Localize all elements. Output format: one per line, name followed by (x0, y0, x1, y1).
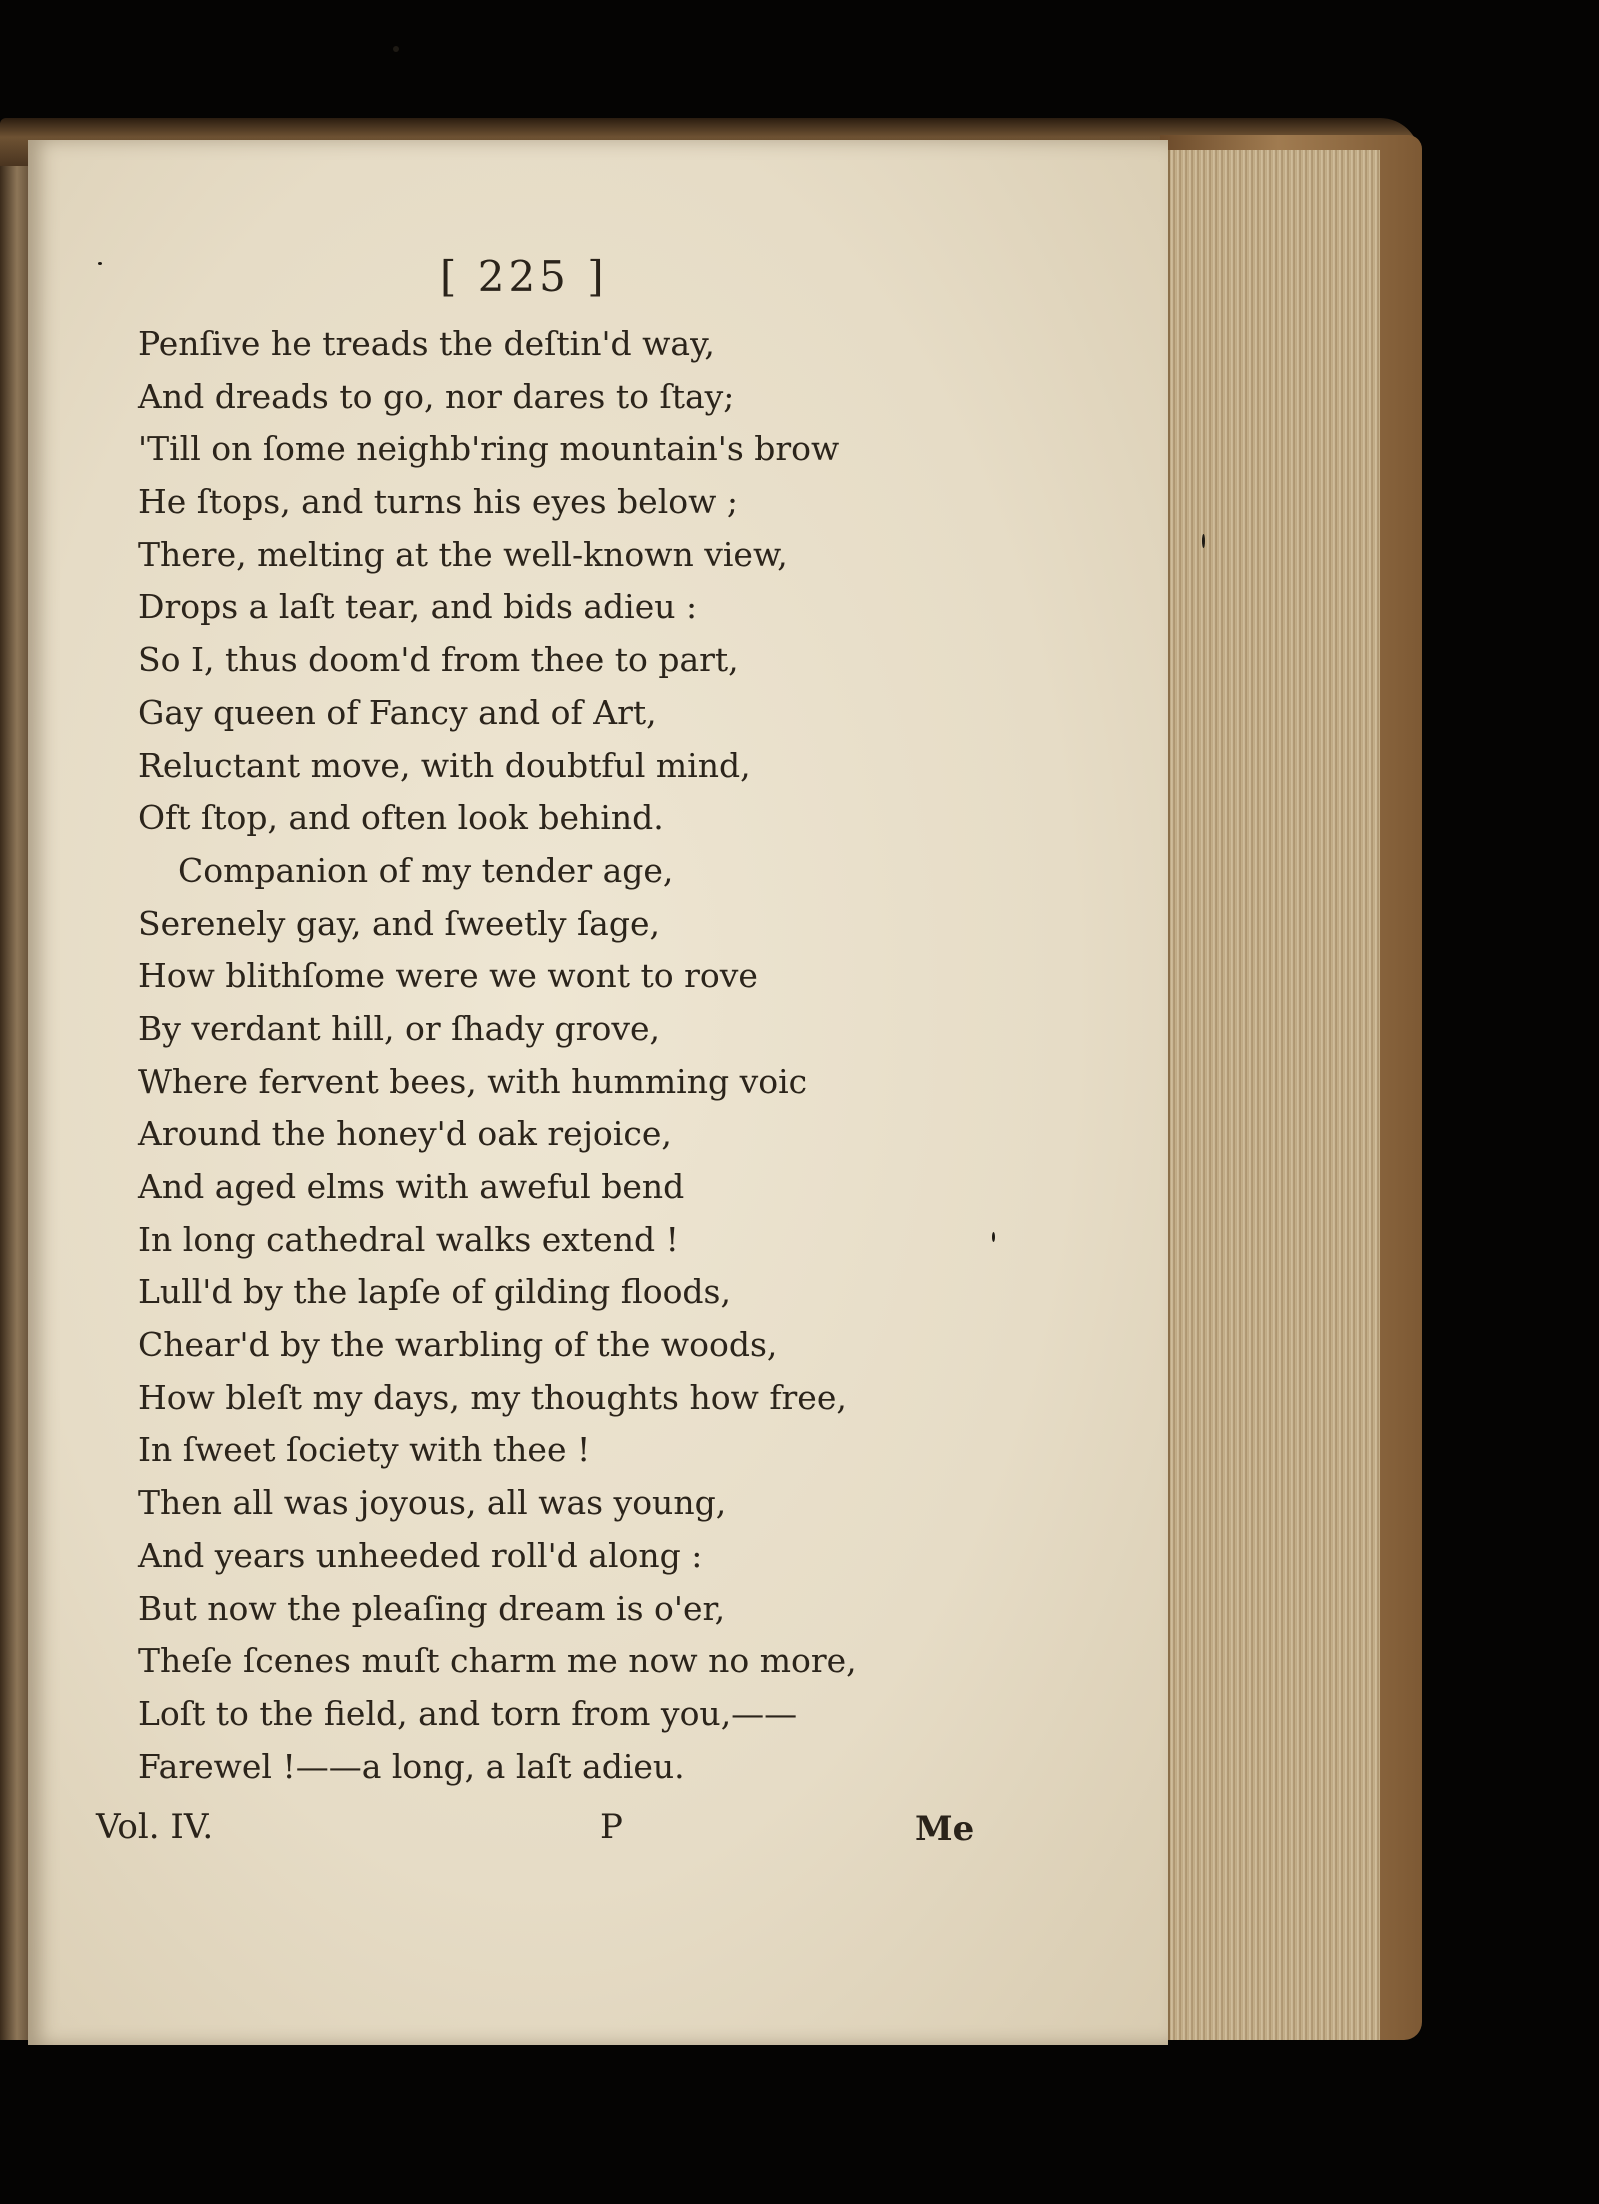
poem-line: How bleſt my days, my thoughts how free, (138, 1377, 847, 1417)
paper-speck (393, 46, 399, 52)
poem-line: And dreads to go, nor dares to ſtay; (138, 376, 735, 416)
poem-line: Gay queen of Fancy and of Art, (138, 692, 657, 732)
poem-line: Serenely gay, and ſweetly ſage, (138, 903, 660, 943)
paper-speck (98, 262, 102, 265)
poem-line: 'Till on ſome neighb'ring mountain's brow (138, 429, 840, 469)
poem-line: Lull'd by the lapſe of gilding floods, (138, 1272, 731, 1312)
paper-speck (992, 1232, 995, 1242)
poem-line: He ſtops, and turns his eyes below ; (138, 482, 738, 522)
page-number: [ 225 ] (440, 252, 608, 301)
poem-line: Oft ſtop, and often look behind. (138, 798, 664, 838)
poem-line: Around the honey'd oak rejoice, (138, 1114, 672, 1154)
page-fore-edge (1168, 150, 1380, 2040)
poem-line: By verdant hill, or ſhady grove, (138, 1008, 660, 1048)
poem-line: And aged elms with aweful bend (138, 1167, 685, 1206)
poem-line: And years unheeded roll'd along : (138, 1535, 703, 1575)
poem-line: There, melting at the well-known view, (138, 534, 788, 574)
poem-line: Chear'd by the warbling of the woods, (138, 1325, 778, 1365)
poem-line: Drops a laſt tear, and bids adieu : (138, 587, 698, 627)
poem-line: How blithſome were we wont to rove (138, 956, 758, 996)
poem-line: Farewel !——a long, a laſt adieu. (138, 1746, 685, 1786)
paper-speck (1202, 534, 1205, 548)
poem-line: Loſt to the field, and torn from you,—— (138, 1693, 798, 1733)
poem-line: Companion of my tender age, (178, 850, 674, 890)
poem-line: So I, thus doom'd from thee to part, (138, 640, 739, 680)
signature-mark: P (600, 1807, 623, 1847)
poem-line: Reluctant move, with doubtful mind, (138, 745, 751, 785)
catchword: Me (915, 1809, 975, 1849)
volume-label: Vol. IV. (96, 1807, 214, 1847)
poem-line: In ſweet ſociety with thee ! (138, 1430, 591, 1470)
poem-line: In long cathedral walks extend ! (138, 1219, 679, 1259)
poem-line: But now the pleaſing dream is o'er, (138, 1588, 726, 1628)
poem-line: Where fervent bees, with humming voic (138, 1061, 808, 1101)
poem-line: Theſe ſcenes muſt charm me now no more, (138, 1641, 857, 1681)
poem-line: Then all was joyous, all was young, (138, 1483, 727, 1523)
poem-text (138, 318, 858, 1793)
poem-line: Penſive he treads the deſtin'd way, (138, 324, 715, 363)
